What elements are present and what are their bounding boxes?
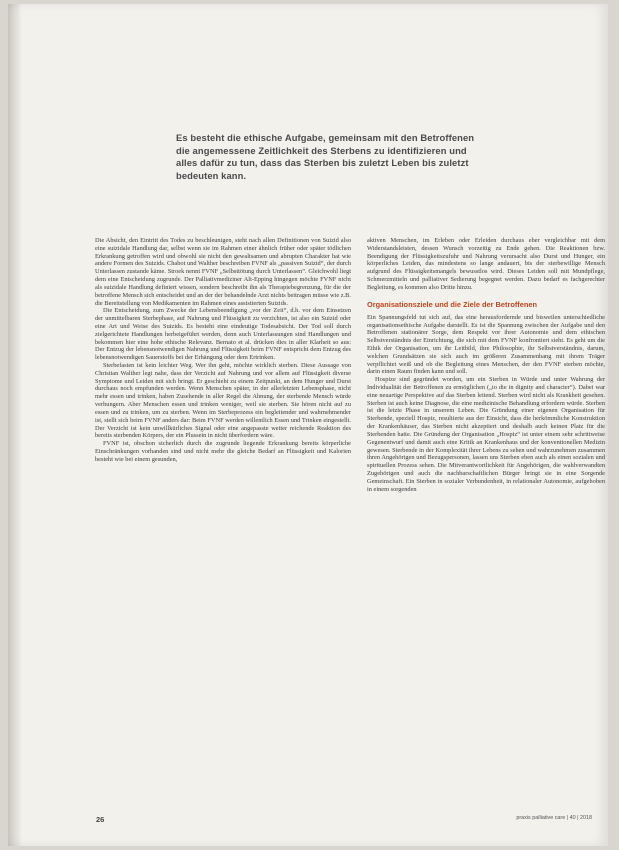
pull-quote: Es besteht die ethische Aufgabe, gemeinsam mit den Betroffenen die angemessene Zeitlichkeit des Sterbens zu identifizieren und alles dafür zu tun, dass das Sterben bis zuletzt Leben bis zuletzt bedeuten kann.: [176, 132, 475, 181]
magazine-page: [8, 4, 608, 846]
body-paragraph: aktiven Menschen, im Erleben oder Erleiden durchaus eher vergleichbar mit dem Widerstandsleisten, dessen Wunsch vorzeitig zu Ende gehen. Die Reaktionen bzw. Beendigung der Flüssigkeitszufuhr und Nahrung verursacht also Durst und Hunger, ein körperliches Leiden, das mindestens so lange andauert, bis der sterbewillige Mensch aufgrund des Flüssigkeitsmangels bewusstlos wird. Dieses Leiden soll mit Mundpflege, Schmerzmitteln und palliativer Sedierung begegnet werden. Dazu bedarf es fachgerechter Begleitung, es kommen also Dritte hinzu.: [367, 237, 605, 291]
body-paragraph: Ein Spannungsfeld tut sich auf, das eine herausfordernde und bisweilen unterschiedliche organisationsethische Aufgabe darstellt. Es ist die Spannung zwischen der Aufgabe und den Betroffenen stationärer Sorge, dem Respekt vor ihrer Autonomie und dem ethischen Selbstverständnis der Einrichtung, die sich mit dem FVNF konfrontiert sieht. Es geht um die Ethik der Organisation, um ihr Leitbild, ihre Philosophie, ihr Selbstverständnis, darum, welchen Grundsätzen sie sich auch im größeren Zusammenhang mit ihrem Träger verpflichtet weiß und ob die Begleitung eines Menschen, der den FVNF sterben möchte, darin einen Raum finden kann und soll.: [367, 313, 605, 376]
body-paragraph: Hospize sind gegründet worden, um ein Sterben in Würde und unter Wahrung der Individualität der Betroffenen zu ermöglichen („to die in dignity and character“). Dabei war eine neuartige Perspektive auf das Sterben leitend. Sterben wird nicht als Krankheit gesehen. Sterben ist auch keine Diagnose, die eine medizinische Behandlung erfordern würde. Sterben ist die letzte Phase in unserem Leben. Die Gründung einer eigenen Organisation für Sterbende, speziell Hospiz, resultierte aus der Einsicht, dass die herkömmliche Konstruktion der Krankenhäuser, das Sterben nicht akzeptiert und deshalb auch keinen Platz für die Sterbenden hatte. Die Gründung der Organisation „Hospiz“ ist unter einem sehr schrittweise Gegenentwurf und damit auch eine Kritik an Krankenhaus und der konventionellen Medizin gewesen. Sterbende in der Komplexität ihrer Lebens zu sehen und wahrzunehmen zusammen ihren Angehörigen und Bezugspersonen, lassen uns Sterben eben auch als einen sozialen und spirituellen Prozess sehen. Die Mitverantwortlichkeit für Angehörigen, die wahlverwandten Zugehörigen und auch die nachbarschaftlichen Bürger bringt sie in eine Sorgende Gemeinschaft. Ein Sterben in sozialer Verbundenheit, in relationaler Autonomie, aufgehoben in einem sorgenden: [367, 376, 605, 493]
left-column: [95, 237, 351, 464]
body-paragraph: Sterbefasten ist kein leichter Weg. Wer ihn geht, möchte wirklich sterben. Diese Aussage von Christian Walther legt nahe, dass der Verzicht auf Nahrung und vor allem auf Flüssigkeit diverse Symptome und Leiden mit sich bringt. Er geschieht zu einem Zeitpunkt, an dem Hunger und Durst durchaus noch empfunden werden. Wenn Menschen später, in der allerletzten Lebensphase, nicht mehr essen und trinken, haben Zusehende in aller Regel die Ahnung, der sterbende Mensch würde verhungern. Aber Menschen essen und trinken weniger, weil sie sterben. Sie hören nicht auf zu essen und zu trinken, um zu sterben. Wenn im Sterbeprozess ein begleitender und wahrnehmender ist, stellt sich beim FVNF anders dar: Beim FVNF werden willentlich Essen und Trinken eingestellt. Der Verzicht ist kein unwillkürliches Signal oder eine angepasste weiter reichende Reaktion des bereits sterbenden Körpers, der ein Plussein in nicht überfordern wäre.: [95, 362, 351, 440]
body-paragraph: FVNF ist, obschon sicherlich durch die zugrunde liegende Erkrankung bereits körperliche Einschränkungen vorhanden sind und nicht mehr die gleiche Bedarf an Flüssigkeit und Kalorien besteht wie bei einem gesunden,: [95, 440, 351, 463]
right-column: [367, 237, 605, 493]
journal-footer: praxis palliative care | 40 | 2018: [516, 815, 592, 821]
body-paragraph: Die Entscheidung, zum Zwecke der Lebensbeendigung „vor der Zeit“, d.h. vor dem Einsetzen der unmittelbaren Sterbephase, auf Nahrung und Flüssigkeit zu verzichten, ist also ein Suizid oder eine Art und Weise des Suizids. Es besteht eine eindeutige Todesabsicht. Der Tod soll durch zielgerichtete Handlungen herbeigeführt werden, denn auch Unterlassungen sind Handlungen und bekommen hier eine hohe ethische Relevanz. Bernato et al. drücken dies in aller Klarheit so aus: Der Entzug der lebensnotwendigen Nahrung und Flüssigkeit beim FVNF entspricht dem Entzug des lebensnotwendigen Sauerstoffs bei der Erhängung oder dem Ertrinken.: [95, 307, 351, 362]
page-number: 26: [96, 815, 105, 824]
page-spine-shadow: [8, 4, 22, 846]
body-paragraph: Die Absicht, den Eintritt des Todes zu beschleunigen, steht nach allen Definitionen von Suizid also eine suizidale Handlung dar, selbst wenn sie im Rahmen einer ähnlich früher oder später tödlichen Erkrankung getroffen wird und obwohl sie nicht den gewaltsamen und abrupten Charakter hat wie andere Formen des Suizids. Chabot und Walther beschreiben FVNF als „passiven Suizid“, der durch Unterlassen zustande käme. Stroek nennt FVNF „Selbsttötung durch Unterlassen“. Gleichwohl liegt dem eine Entscheidung zugrunde. Der Palliativmediziner Alt-Epping hingegen möchte FVNF nicht als suizidale Handlung definiert wissen, sondern beschreibt ihn als Therapiebegrenzung, für die der betroffene Mensch sich entscheidet und an der der behandelnde Arzt nichts beitragen müsse wie z.B. die Bereitstellung von Medikamenten im Rahmen eines assistierten Suizids.: [95, 237, 351, 307]
section-heading: Organisationsziele und die Ziele der Betroffenen: [367, 299, 538, 309]
